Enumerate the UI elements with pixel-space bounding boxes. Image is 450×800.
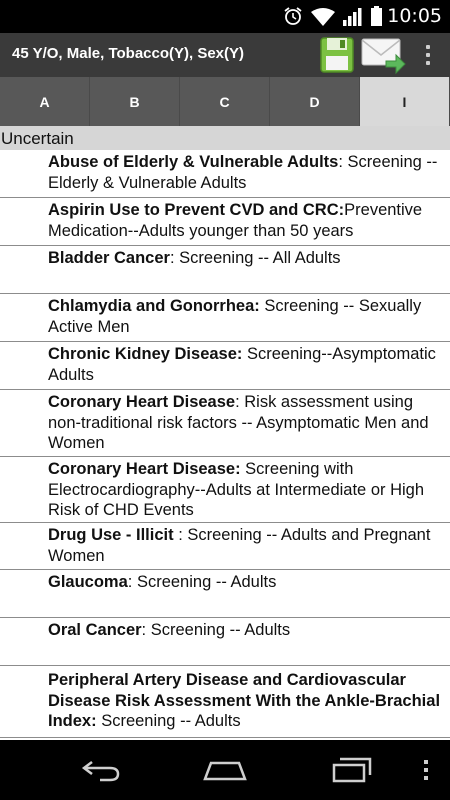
list-item[interactable]	[0, 198, 450, 246]
section-header: Uncertain	[0, 126, 450, 150]
recommendation-list	[0, 150, 450, 740]
tab-i[interactable]: I	[360, 77, 450, 126]
list-item-text: Coronary Heart Disease: Risk assessment using non-traditional risk factors -- Asymptomatic Men and Women	[48, 393, 429, 452]
alarm-icon	[283, 6, 303, 26]
detail: Screening -- Adults	[150, 621, 291, 639]
patient-summary-title: 45 Y/O, Male, Tobacco(Y), Sex(Y)	[12, 45, 245, 62]
list-item-text: Drug Use - Illicit : Screening -- Adults and Pregnant Women	[48, 526, 431, 565]
list-item-text: Abuse of Elderly & Vulnerable Adults: Screening -- Elderly & Vulnerable Adults	[48, 153, 438, 192]
status-time: 10:05	[387, 5, 442, 27]
list-item[interactable]	[0, 294, 450, 342]
detail: Screening -- Adults and Pregnant Women	[48, 526, 431, 565]
topic: Coronary Heart Disease:	[48, 460, 241, 478]
recent-apps-button[interactable]	[322, 750, 382, 790]
topic: Abuse of Elderly & Vulnerable Adults	[48, 153, 339, 171]
overflow-dots-icon	[423, 758, 429, 782]
list-item[interactable]	[0, 570, 450, 618]
list-item[interactable]	[0, 523, 450, 570]
detail: Screening--Asymptomatic Adults	[48, 345, 436, 384]
list-item[interactable]	[0, 618, 450, 666]
detail: Risk assessment using non-traditional risk factors -- Asymptomatic Men and Women	[48, 393, 429, 452]
list-item[interactable]	[0, 246, 450, 294]
list-item-text: Glaucoma: Screening -- Adults	[48, 573, 277, 591]
back-button[interactable]	[70, 750, 130, 790]
list-item[interactable]	[0, 457, 450, 523]
topic: Drug Use - Illicit	[48, 526, 174, 544]
topic: Glaucoma	[48, 573, 128, 591]
tab-c[interactable]: C	[180, 77, 270, 126]
list-item-text	[48, 344, 448, 385]
list-item[interactable]	[0, 150, 450, 198]
nav-overflow-menu-icon[interactable]	[412, 750, 440, 790]
back-icon	[78, 758, 122, 782]
detail: Screening -- Adults	[101, 712, 241, 730]
recent-apps-icon	[330, 757, 374, 783]
list-item-text: Oral Cancer: Screening -- Adults	[48, 621, 291, 639]
topic: Oral Cancer	[48, 621, 142, 639]
tab-d[interactable]: D	[270, 77, 360, 126]
detail: Preventive Medication--Adults younger than 50 years	[48, 201, 423, 240]
home-button[interactable]	[195, 750, 255, 790]
detail: Screening -- Sexually Active Men	[48, 297, 422, 336]
topic: Bladder Cancer	[48, 249, 170, 267]
topic: Coronary Heart Disease	[48, 393, 236, 411]
topic: Peripheral Artery Disease and Cardiovascular Disease Risk Assessment With the Ankle-Brachial Index:	[48, 671, 441, 730]
list-item-text	[48, 459, 448, 521]
navigation-bar	[0, 740, 450, 800]
detail: Screening -- Adults	[136, 573, 277, 591]
topic: Aspirin Use to Prevent CVD and CRC:	[48, 201, 345, 219]
list-item-text	[48, 200, 448, 241]
signal-icon	[343, 8, 363, 26]
list-item[interactable]	[0, 390, 450, 457]
home-icon	[201, 759, 249, 781]
list-item-text	[48, 670, 448, 732]
list-item-text	[48, 296, 448, 337]
list-item-text: Bladder Cancer: Screening -- All Adults	[48, 249, 341, 267]
topic: Chlamydia and Gonorrhea:	[48, 297, 260, 315]
wifi-icon	[311, 8, 335, 26]
tab-b[interactable]: B	[90, 77, 180, 126]
list-item[interactable]	[0, 342, 450, 390]
list-item[interactable]	[0, 666, 450, 738]
status-bar	[0, 0, 450, 33]
detail: Screening -- All Adults	[179, 249, 341, 267]
email-icon[interactable]	[360, 35, 406, 75]
grade-tabs	[0, 77, 450, 126]
overflow-menu-icon[interactable]	[418, 39, 438, 71]
tab-a[interactable]: A	[0, 77, 90, 126]
battery-icon	[371, 6, 382, 26]
detail: Screening -- Elderly & Vulnerable Adults	[48, 153, 438, 192]
detail: Screening with Electrocardiography--Adults at Intermediate or High Risk of CHD Events	[48, 460, 425, 519]
action-bar	[0, 33, 450, 77]
status-icons	[283, 6, 382, 26]
save-icon[interactable]	[319, 36, 355, 74]
topic: Chronic Kidney Disease:	[48, 345, 243, 363]
